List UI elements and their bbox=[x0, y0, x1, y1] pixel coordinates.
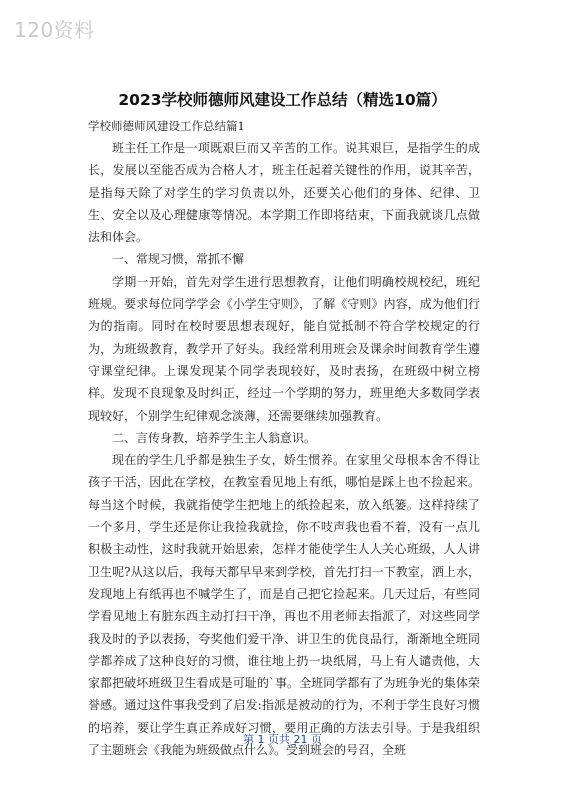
paragraph: 现在的学生几乎都是独生子女，娇生惯养。在家里父母根本舍不得让孩子干活，因此在学校，在教室看见地上有纸，哪怕是踩上也不捡起来。每当这个时候，我就指使学生把地上的纸捡起来，放入纸篓。这样持续了一个多月，学生还是你让我捡我就捡，你不吱声我也看不着，没有一点儿积极主动性，这时我就开始思索，怎样才能使学生人人关心班级，人人讲卫生呢?从这以后，我每天都早早来到学校，首先打扫一下教室，洒上水，发现地上有纸再也不喊学生了，而是自己把它捡起来。几天过后，有些同学看见地上有脏东西主动打扫干净，再也不用老师去指派了，对这些同学我及时的予以表扬，夸奖他们爱干净、讲卫生的优良品行，渐渐地全班同学都养成了这种良好的习惯，谁往地上扔一块纸屑，马上有人谴责他，大家都把破坏班级卫生看成是可耻的`事。全班同学都有了为班争光的集体荣誉感。通过这件事我受到了启发:指派是被动的行为，不利于学生良好习惯的培养，要让学生真正养成好习惯，要用正确的方法去引导。于是我组织了主题班会《我能为班级做点什么》。受到班会的号召，全班 bbox=[88, 453, 480, 758]
document-body bbox=[88, 137, 480, 761]
document-subtitle: 学校师德师风建设工作总结篇1 bbox=[88, 119, 245, 133]
watermark: 120资料 bbox=[14, 18, 95, 42]
paragraph: 学期一开始，首先对学生进行思想教育，让他们明确校规校纪，班纪班规。要求每位同学学会《小学生守则》，了解《守则》内容，成为他们行为的指南。同时在校时要思想表现好，能自觉抵制不符合学校规定的行为，为班级教育，教学开了好头。我经常利用班会及课余时间教育学生遵守课堂纪律。上课发现某个同学表现较好，及时表扬，在班级中树立榜样。发现不良现象及时纠正，经过一个学期的努力，班里绝大多数同学表现较好，个别学生纪律观念淡薄，还需要继续加强教育。 bbox=[88, 274, 480, 423]
section-heading: 二、言传身教，培养学生主人翁意识。 bbox=[112, 430, 317, 445]
section-heading: 一、常规习惯，常抓不懈 bbox=[112, 252, 245, 267]
document-title: 2023学校师德师风建设工作总结（精选10篇） bbox=[118, 91, 447, 109]
paragraph: 班主任工作是一项既艰巨而又辛苦的工作。说其艰巨，是指学生的成长，发展以至能否成为合格人才，班主任起着关键性的作用，说其辛苦，是指每天除了对学生的学习负责以外，还要关心他们的身体、纪律、卫生、安全以及心理健康等情况。本学期工作即将结束，下面我就谈几点做法和体会。 bbox=[88, 141, 480, 245]
page-number: 第 1 页共 21 页 bbox=[243, 733, 322, 746]
